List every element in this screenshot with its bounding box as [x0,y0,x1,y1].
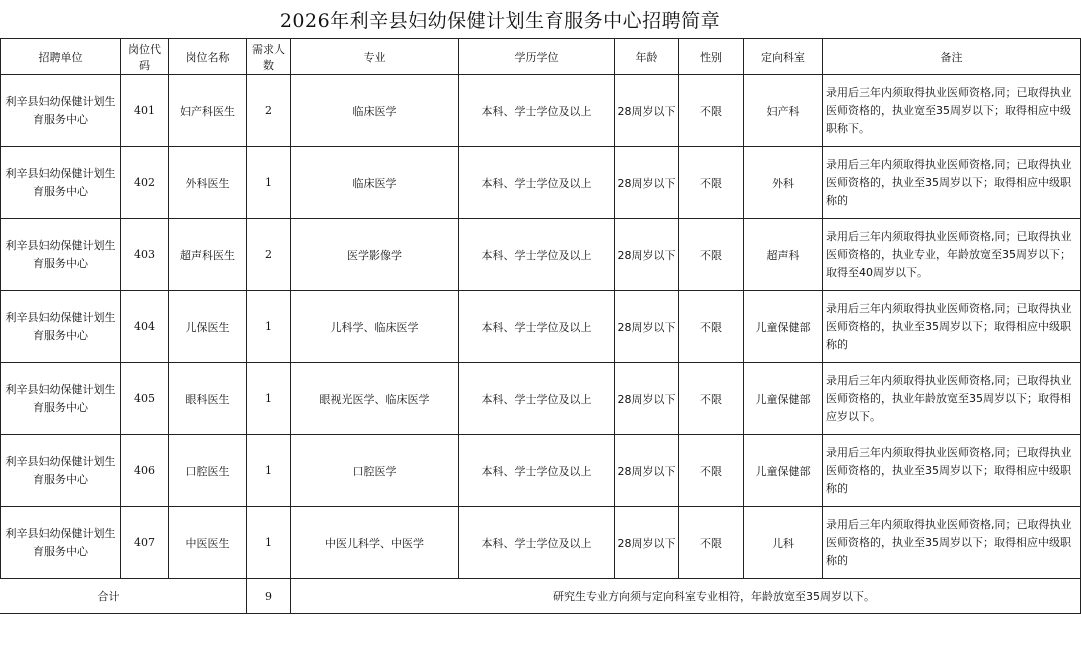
cell-code: 404 [121,291,169,363]
cell-count: 1 [247,147,291,219]
cell-unit: 利辛县妇幼保健计划生育服务中心 [1,75,121,147]
cell-gender: 不限 [679,75,744,147]
cell-gender: 不限 [679,147,744,219]
cell-unit: 利辛县妇幼保健计划生育服务中心 [1,147,121,219]
cell-unit: 利辛县妇幼保健计划生育服务中心 [1,219,121,291]
cell-major: 眼视光医学、临床医学 [291,363,459,435]
total-row [0,579,1081,614]
cell-dept: 儿童保健部 [744,435,823,507]
cell-degree: 本科、学士学位及以上 [459,291,615,363]
cell-note: 录用后三年内须取得执业医师资格,同；已取得执业医师资格的，执业专业，年龄放宽至35周岁以下；取得至40周岁以下。 [823,219,1081,291]
header-age: 年龄 [615,39,679,75]
cell-dept: 儿童保健部 [744,363,823,435]
cell-name: 外科医生 [169,147,247,219]
cell-note: 录用后三年内须取得执业医师资格,同；已取得执业医师资格的，执业宽至35周岁以下；取得相应中级职称下。 [823,75,1081,147]
cell-dept: 外科 [744,147,823,219]
cell-major: 临床医学 [291,147,459,219]
cell-count: 1 [247,363,291,435]
cell-name: 中医医生 [169,507,247,579]
cell-gender: 不限 [679,219,744,291]
cell-major: 儿科学、临床医学 [291,291,459,363]
cell-major: 医学影像学 [291,219,459,291]
cell-dept: 儿科 [744,507,823,579]
cell-degree: 本科、学士学位及以上 [459,75,615,147]
cell-gender: 不限 [679,507,744,579]
cell-name: 口腔医生 [169,435,247,507]
cell-dept: 儿童保健部 [744,291,823,363]
cell-code: 401 [121,75,169,147]
cell-note: 录用后三年内须取得执业医师资格,同；已取得执业医师资格的，执业年龄放宽至35周岁以下；取得相应岁以下。 [823,363,1081,435]
recruitment-table [0,38,1081,614]
cell-age: 28周岁以下 [615,435,679,507]
cell-count: 1 [247,291,291,363]
cell-gender: 不限 [679,435,744,507]
cell-code: 407 [121,507,169,579]
cell-name: 眼科医生 [169,363,247,435]
cell-age: 28周岁以下 [615,507,679,579]
cell-unit: 利辛县妇幼保健计划生育服务中心 [1,363,121,435]
cell-degree: 本科、学士学位及以上 [459,147,615,219]
table-row [0,147,1081,219]
header-row [0,39,1081,75]
header-degree: 学历学位 [459,39,615,75]
cell-count: 2 [247,219,291,291]
cell-age: 28周岁以下 [615,147,679,219]
total-count: 9 [247,579,291,614]
cell-major: 临床医学 [291,75,459,147]
header-code: 岗位代码 [121,39,169,75]
cell-note: 录用后三年内须取得执业医师资格,同；已取得执业医师资格的，执业至35周岁以下；取得相应中级职称的 [823,435,1081,507]
cell-dept: 超声科 [744,219,823,291]
cell-gender: 不限 [679,363,744,435]
cell-count: 1 [247,435,291,507]
cell-note: 录用后三年内须取得执业医师资格,同；已取得执业医师资格的，执业至35周岁以下；取得相应中级职称的 [823,507,1081,579]
cell-code: 406 [121,435,169,507]
page-title: 2026年利辛县妇幼保健计划生育服务中心招聘简章 [279,10,721,32]
header-dept: 定向科室 [744,39,823,75]
cell-count: 2 [247,75,291,147]
cell-degree: 本科、学士学位及以上 [459,219,615,291]
cell-age: 28周岁以下 [615,291,679,363]
cell-name: 儿保医生 [169,291,247,363]
table-row [0,75,1081,147]
cell-note: 录用后三年内须取得执业医师资格,同；已取得执业医师资格的，执业至35周岁以下；取得相应中级职称的 [823,291,1081,363]
total-remark: 研究生专业方向须与定向科室专业相符，年龄放宽至35周岁以下。 [291,579,1081,614]
cell-name: 超声科医生 [169,219,247,291]
cell-count: 1 [247,507,291,579]
table-row [0,435,1081,507]
cell-gender: 不限 [679,291,744,363]
cell-major: 中医儿科学、中医学 [291,507,459,579]
cell-code: 403 [121,219,169,291]
cell-age: 28周岁以下 [615,363,679,435]
cell-degree: 本科、学士学位及以上 [459,435,615,507]
cell-note: 录用后三年内须取得执业医师资格,同；已取得执业医师资格的，执业至35周岁以下；取得相应中级职称的 [823,147,1081,219]
header-major: 专业 [291,39,459,75]
table-row [0,219,1081,291]
cell-unit: 利辛县妇幼保健计划生育服务中心 [1,507,121,579]
table-row [0,291,1081,363]
header-gender: 性别 [679,39,744,75]
cell-degree: 本科、学士学位及以上 [459,507,615,579]
header-count: 需求人数 [247,39,291,75]
cell-age: 28周岁以下 [615,219,679,291]
cell-unit: 利辛县妇幼保健计划生育服务中心 [1,291,121,363]
total-label: 合计 [0,579,247,614]
cell-degree: 本科、学士学位及以上 [459,363,615,435]
header-note: 备注 [823,39,1081,75]
table-row [0,363,1081,435]
cell-code: 405 [121,363,169,435]
cell-age: 28周岁以下 [615,75,679,147]
cell-unit: 利辛县妇幼保健计划生育服务中心 [1,435,121,507]
cell-major: 口腔医学 [291,435,459,507]
header-unit: 招聘单位 [1,39,121,75]
cell-code: 402 [121,147,169,219]
cell-dept: 妇产科 [744,75,823,147]
cell-name: 妇产科医生 [169,75,247,147]
table-row [0,507,1081,579]
header-name: 岗位名称 [169,39,247,75]
